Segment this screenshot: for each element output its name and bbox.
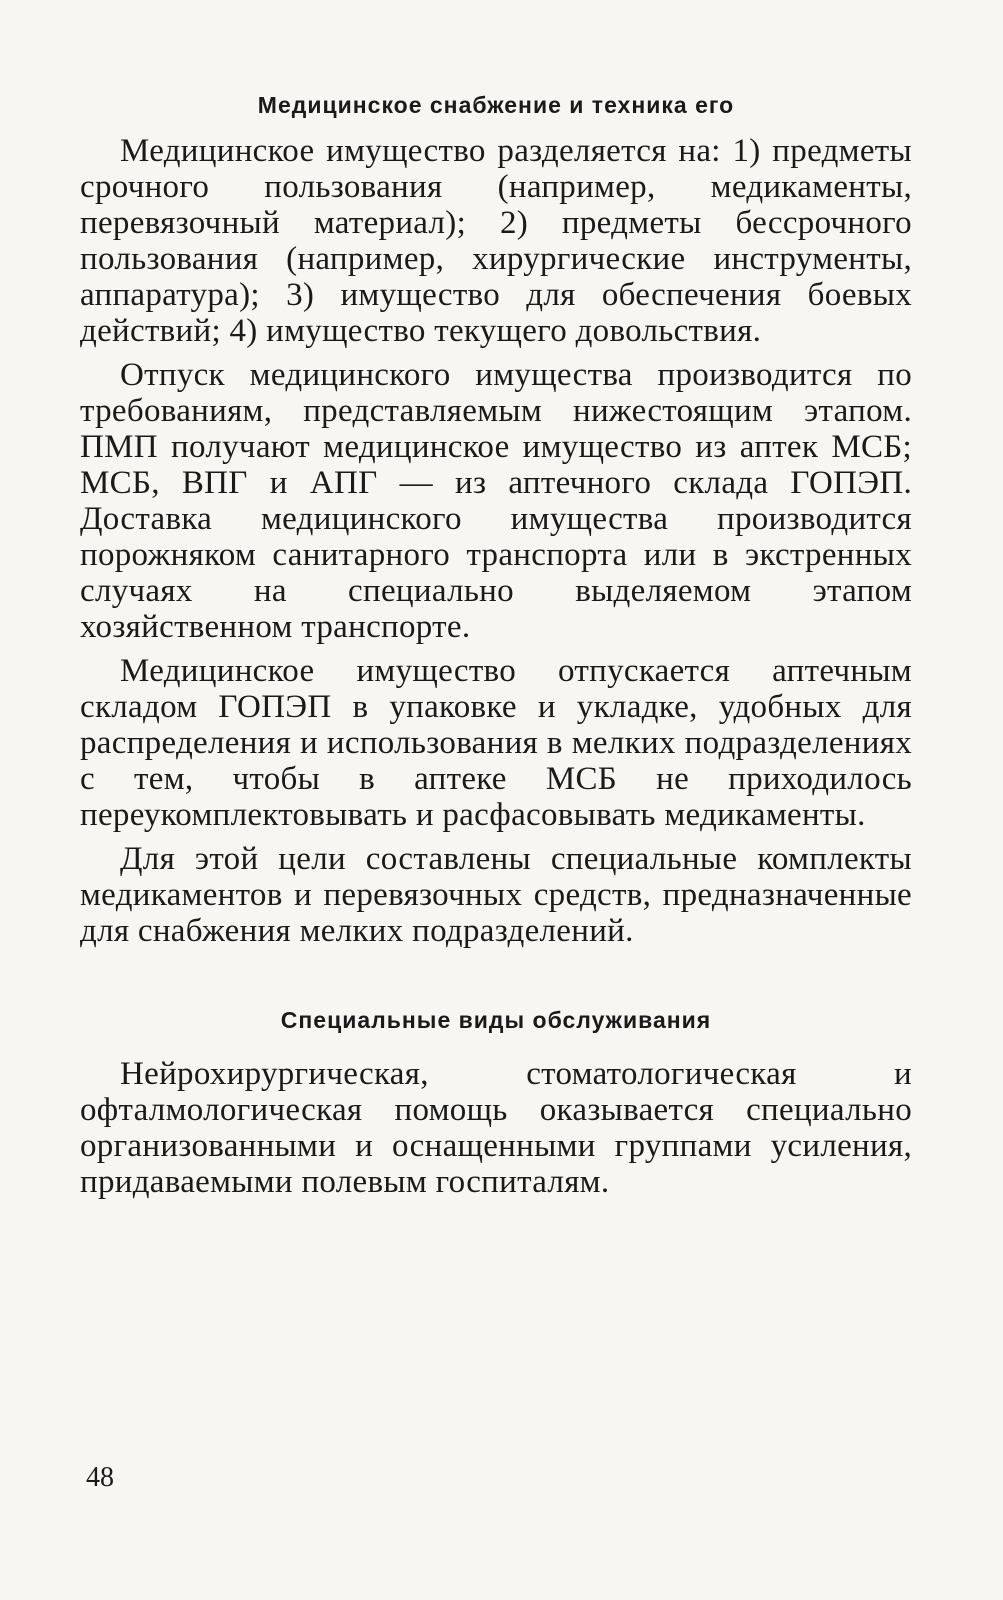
paragraph-property-release: Отпуск медицинского имущества производится по требованиям, представляемым нижестоящим этапом. ПМП получают медицинское имущество из аптек МСБ; МСБ, ВПГ и АПГ — из аптечного склада ГОПЭП. Доставка медицинского имущества производится порожняком санитарного транспорта или в экстренных случаях на специально выделяемом этапом хозяйственном транспорте.	[80, 357, 912, 645]
paragraph-specialized-care: Нейрохирургическая, стоматологическая и офталмологическая помощь оказывается специально организованными и оснащенными группами усиления, придаваемыми полевым госпиталям.	[80, 1056, 912, 1200]
page-body	[80, 92, 912, 1208]
paragraph-pharmacy-warehouse: Медицинское имущество отпускается аптечным складом ГОПЭП в упаковке и укладке, удобных для распределения и использования в мелких подразделениях с тем, чтобы в аптеке МСБ не приходилось переукомплектовывать и расфасовывать медикаменты.	[80, 653, 912, 833]
paragraph-special-kits: Для этой цели составлены специальные комплекты медикаментов и перевязочных средств, предназначенные для снабжения мелких подразделений.	[80, 841, 912, 949]
section-heading-special-services: Специальные виды обслуживания	[280, 1007, 712, 1033]
paragraph-property-classes: Медицинское имущество разделяется на: 1) предметы срочного пользования (например, медикаменты, перевязочный материал); 2) предметы бессрочного пользования (например, хирургические инструменты, аппаратура); 3) имущество для обеспечения боевых действий; 4) имущество текущего довольствия.	[80, 133, 912, 349]
page-number: 48	[86, 1462, 114, 1493]
section-heading-medical-supply: Медицинское снабжение и техника его	[257, 92, 735, 118]
